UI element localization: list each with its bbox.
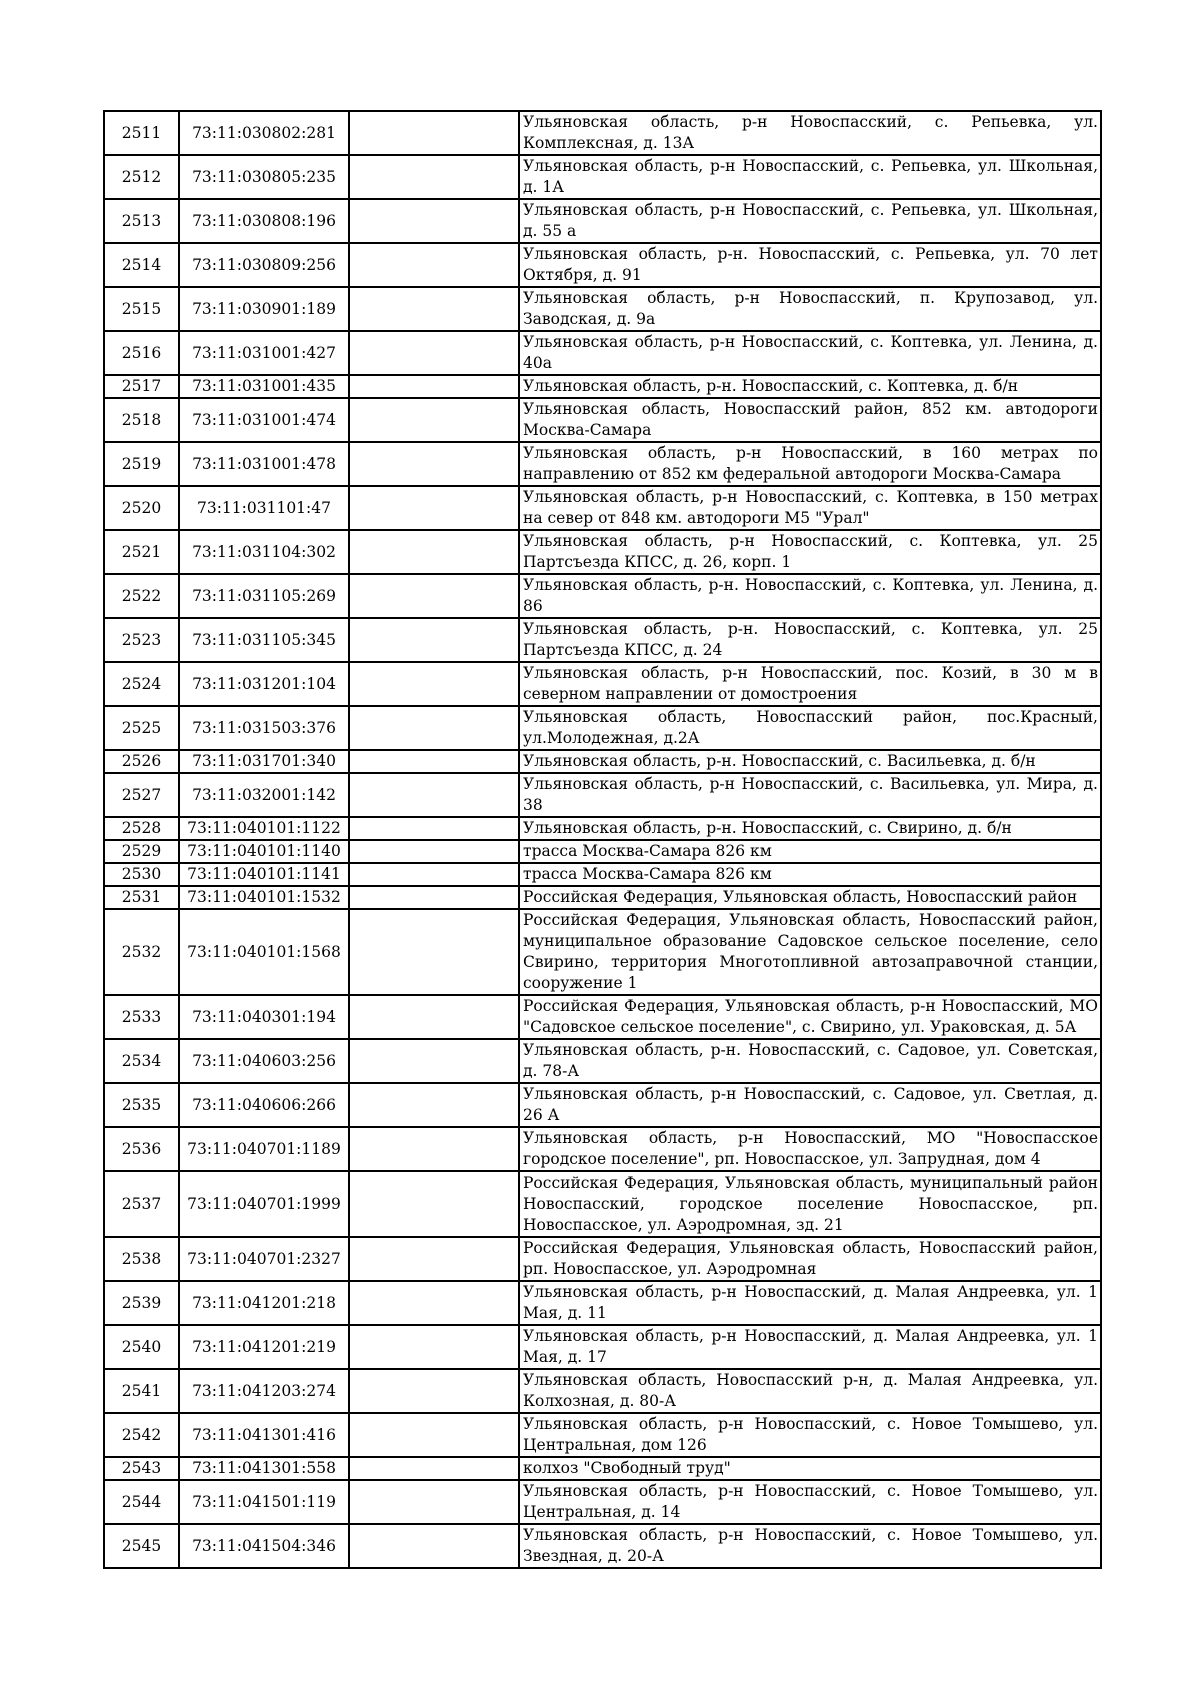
row-number-cell: 2527 <box>104 773 179 817</box>
address-cell: Ульяновская область, р-н Новоспасский, п. Крупозавод, ул. Заводская, д. 9а <box>519 287 1101 331</box>
empty-cell <box>349 886 519 909</box>
table-row <box>104 662 1101 706</box>
empty-cell <box>349 1237 519 1281</box>
empty-cell <box>349 155 519 199</box>
empty-cell <box>349 574 519 618</box>
row-number-cell: 2525 <box>104 706 179 750</box>
table-row <box>104 1524 1101 1568</box>
address-cell: Российская Федерация, Ульяновская область, Новоспасский район, муниципальное образование Садовское сельское поселение, село Свирино, территория Многотопливной автозаправочной станции, сооружение 1 <box>519 909 1101 995</box>
row-number-cell: 2514 <box>104 243 179 287</box>
cadastral-number-cell: 73:11:041301:416 <box>179 1413 349 1457</box>
cadastral-number-cell: 73:11:031001:427 <box>179 331 349 375</box>
empty-cell <box>349 1480 519 1524</box>
table-row <box>104 886 1101 909</box>
row-number-cell: 2544 <box>104 1480 179 1524</box>
empty-cell <box>349 111 519 155</box>
table-row <box>104 199 1101 243</box>
table-row <box>104 1457 1101 1480</box>
cadastral-table <box>103 110 1102 1569</box>
empty-cell <box>349 662 519 706</box>
table-row <box>104 1237 1101 1281</box>
row-number-cell: 2522 <box>104 574 179 618</box>
table-row <box>104 243 1101 287</box>
address-cell: трасса Москва-Самара 826 км <box>519 863 1101 886</box>
empty-cell <box>349 375 519 398</box>
empty-cell <box>349 773 519 817</box>
cadastral-number-cell: 73:11:041203:274 <box>179 1369 349 1413</box>
cadastral-number-cell: 73:11:040701:2327 <box>179 1237 349 1281</box>
row-number-cell: 2519 <box>104 442 179 486</box>
row-number-cell: 2521 <box>104 530 179 574</box>
address-cell: Ульяновская область, р-н Новоспасский, МО "Новоспасское городское поселение", рп. Новоспасское, ул. Запрудная, дом 4 <box>519 1127 1101 1171</box>
address-cell: Ульяновская область, р-н Новоспасский, с. Репьевка, ул. Школьная, д. 55 а <box>519 199 1101 243</box>
empty-cell <box>349 243 519 287</box>
table-row <box>104 1083 1101 1127</box>
empty-cell <box>349 1457 519 1480</box>
empty-cell <box>349 1325 519 1369</box>
cadastral-number-cell: 73:11:031105:345 <box>179 618 349 662</box>
address-cell: Российская Федерация, Ульяновская область, Новоспасский район, рп. Новоспасское, ул. Аэродромная <box>519 1237 1101 1281</box>
table-row <box>104 331 1101 375</box>
empty-cell <box>349 1524 519 1568</box>
cadastral-number-cell: 73:11:031701:340 <box>179 750 349 773</box>
empty-cell <box>349 706 519 750</box>
row-number-cell: 2540 <box>104 1325 179 1369</box>
row-number-cell: 2535 <box>104 1083 179 1127</box>
cadastral-number-cell: 73:11:040701:1189 <box>179 1127 349 1171</box>
table-row <box>104 817 1101 840</box>
table-row <box>104 773 1101 817</box>
address-cell: Ульяновская область, р-н Новоспасский, д. Малая Андреевка, ул. 1 Мая, д. 17 <box>519 1325 1101 1369</box>
cadastral-number-cell: 73:11:031201:104 <box>179 662 349 706</box>
table-row <box>104 375 1101 398</box>
cadastral-number-cell: 73:11:040701:1999 <box>179 1171 349 1237</box>
table-row <box>104 1127 1101 1171</box>
row-number-cell: 2511 <box>104 111 179 155</box>
empty-cell <box>349 331 519 375</box>
cadastral-number-cell: 73:11:030808:196 <box>179 199 349 243</box>
address-cell: Ульяновская область, р-н Новоспасский, с. Репьевка, ул. Комплексная, д. 13А <box>519 111 1101 155</box>
address-cell: Ульяновская область, Новоспасский район, 852 км. автодороги Москва-Самара <box>519 398 1101 442</box>
address-cell: Ульяновская область, р-н Новоспасский, с. Коптевка, в 150 метрах на север от 848 км. автодороги М5 "Урал" <box>519 486 1101 530</box>
table-body <box>104 111 1101 1568</box>
empty-cell <box>349 995 519 1039</box>
table-row <box>104 111 1101 155</box>
address-cell: Российская Федерация, Ульяновская область, р-н Новоспасский, МО "Садовское сельское поселение", с. Свирино, ул. Ураковская, д. 5А <box>519 995 1101 1039</box>
row-number-cell: 2523 <box>104 618 179 662</box>
address-cell: Ульяновская область, р-н. Новоспасский, с. Васильевка, д. б/н <box>519 750 1101 773</box>
row-number-cell: 2518 <box>104 398 179 442</box>
table-row <box>104 1171 1101 1237</box>
cadastral-number-cell: 73:11:040603:256 <box>179 1039 349 1083</box>
empty-cell <box>349 1369 519 1413</box>
row-number-cell: 2542 <box>104 1413 179 1457</box>
table-row <box>104 1413 1101 1457</box>
table-row <box>104 155 1101 199</box>
row-number-cell: 2534 <box>104 1039 179 1083</box>
address-cell: Ульяновская область, р-н. Новоспасский, с. Свирино, д. б/н <box>519 817 1101 840</box>
address-cell: Ульяновская область, р-н. Новоспасский, с. Садовое, ул. Советская, д. 78-А <box>519 1039 1101 1083</box>
address-cell: Ульяновская область, р-н Новоспасский, с. Новое Томышево, ул. Центральная, д. 14 <box>519 1480 1101 1524</box>
address-cell: Российская Федерация, Ульяновская область, муниципальный район Новоспасский, городское поселение Новоспасское, рп. Новоспасское, ул. Аэродромная, зд. 21 <box>519 1171 1101 1237</box>
row-number-cell: 2526 <box>104 750 179 773</box>
address-cell: Ульяновская область, р-н Новоспасский, в 160 метрах по направлению от 852 км федеральной автодороги Москва-Самара <box>519 442 1101 486</box>
empty-cell <box>349 618 519 662</box>
cadastral-number-cell: 73:11:031001:435 <box>179 375 349 398</box>
empty-cell <box>349 442 519 486</box>
table-row <box>104 287 1101 331</box>
empty-cell <box>349 909 519 995</box>
cadastral-number-cell: 73:11:040101:1568 <box>179 909 349 995</box>
address-cell: Ульяновская область, р-н Новоспасский, с. Репьевка, ул. Школьная, д. 1А <box>519 155 1101 199</box>
empty-cell <box>349 199 519 243</box>
row-number-cell: 2524 <box>104 662 179 706</box>
cadastral-number-cell: 73:11:041504:346 <box>179 1524 349 1568</box>
cadastral-number-cell: 73:11:031101:47 <box>179 486 349 530</box>
row-number-cell: 2539 <box>104 1281 179 1325</box>
row-number-cell: 2537 <box>104 1171 179 1237</box>
cadastral-number-cell: 73:11:040101:1122 <box>179 817 349 840</box>
row-number-cell: 2533 <box>104 995 179 1039</box>
table-row <box>104 995 1101 1039</box>
empty-cell <box>349 750 519 773</box>
table-row <box>104 840 1101 863</box>
empty-cell <box>349 1127 519 1171</box>
cadastral-number-cell: 73:11:040606:266 <box>179 1083 349 1127</box>
cadastral-number-cell: 73:11:041201:219 <box>179 1325 349 1369</box>
cadastral-number-cell: 73:11:031503:376 <box>179 706 349 750</box>
cadastral-number-cell: 73:11:030901:189 <box>179 287 349 331</box>
row-number-cell: 2528 <box>104 817 179 840</box>
row-number-cell: 2520 <box>104 486 179 530</box>
cadastral-number-cell: 73:11:030805:235 <box>179 155 349 199</box>
row-number-cell: 2513 <box>104 199 179 243</box>
row-number-cell: 2532 <box>104 909 179 995</box>
empty-cell <box>349 1171 519 1237</box>
empty-cell <box>349 1413 519 1457</box>
empty-cell <box>349 1281 519 1325</box>
table-row <box>104 1480 1101 1524</box>
empty-cell <box>349 1083 519 1127</box>
address-cell: Ульяновская область, р-н Новоспасский, с. Васильевка, ул. Мира, д. 38 <box>519 773 1101 817</box>
empty-cell <box>349 840 519 863</box>
row-number-cell: 2543 <box>104 1457 179 1480</box>
address-cell: Ульяновская область, р-н Новоспасский, с. Новое Томышево, ул. Звездная, д. 20-А <box>519 1524 1101 1568</box>
table-row <box>104 530 1101 574</box>
address-cell: колхоз "Свободный труд" <box>519 1457 1101 1480</box>
cadastral-number-cell: 73:11:030802:281 <box>179 111 349 155</box>
table-row <box>104 863 1101 886</box>
cadastral-number-cell: 73:11:032001:142 <box>179 773 349 817</box>
empty-cell <box>349 863 519 886</box>
cadastral-number-cell: 73:11:030809:256 <box>179 243 349 287</box>
cadastral-number-cell: 73:11:040101:1140 <box>179 840 349 863</box>
address-cell: трасса Москва-Самара 826 км <box>519 840 1101 863</box>
empty-cell <box>349 530 519 574</box>
address-cell: Ульяновская область, р-н. Новоспасский, с. Коптевка, ул. Ленина, д. 86 <box>519 574 1101 618</box>
address-cell: Ульяновская область, Новоспасский район, пос.Красный, ул.Молодежная, д.2А <box>519 706 1101 750</box>
table-row <box>104 1325 1101 1369</box>
table-row <box>104 618 1101 662</box>
table-row <box>104 1281 1101 1325</box>
table-row <box>104 706 1101 750</box>
row-number-cell: 2516 <box>104 331 179 375</box>
table-row <box>104 750 1101 773</box>
address-cell: Российская Федерация, Ульяновская область, Новоспасский район <box>519 886 1101 909</box>
address-cell: Ульяновская область, р-н Новоспасский, с. Коптевка, ул. 25 Партсъезда КПСС, д. 26, корп. 1 <box>519 530 1101 574</box>
row-number-cell: 2541 <box>104 1369 179 1413</box>
empty-cell <box>349 398 519 442</box>
cadastral-number-cell: 73:11:041301:558 <box>179 1457 349 1480</box>
row-number-cell: 2536 <box>104 1127 179 1171</box>
table-row <box>104 398 1101 442</box>
row-number-cell: 2529 <box>104 840 179 863</box>
cadastral-number-cell: 73:11:040101:1141 <box>179 863 349 886</box>
table-row <box>104 442 1101 486</box>
address-cell: Ульяновская область, р-н Новоспасский, с. Новое Томышево, ул. Центральная, дом 126 <box>519 1413 1101 1457</box>
cadastral-number-cell: 73:11:040301:194 <box>179 995 349 1039</box>
cadastral-number-cell: 73:11:041201:218 <box>179 1281 349 1325</box>
address-cell: Ульяновская область, р-н. Новоспасский, с. Репьевка, ул. 70 лет Октября, д. 91 <box>519 243 1101 287</box>
row-number-cell: 2515 <box>104 287 179 331</box>
cadastral-number-cell: 73:11:031001:474 <box>179 398 349 442</box>
address-cell: Ульяновская область, р-н Новоспасский, с. Коптевка, ул. Ленина, д. 40а <box>519 331 1101 375</box>
row-number-cell: 2545 <box>104 1524 179 1568</box>
cadastral-number-cell: 73:11:031104:302 <box>179 530 349 574</box>
address-cell: Ульяновская область, р-н. Новоспасский, с. Коптевка, ул. 25 Партсъезда КПСС, д. 24 <box>519 618 1101 662</box>
empty-cell <box>349 486 519 530</box>
address-cell: Ульяновская область, Новоспасский р-н, д. Малая Андреевка, ул. Колхозная, д. 80-А <box>519 1369 1101 1413</box>
table-row <box>104 574 1101 618</box>
empty-cell <box>349 287 519 331</box>
address-cell: Ульяновская область, р-н. Новоспасский, с. Коптевка, д. б/н <box>519 375 1101 398</box>
cadastral-number-cell: 73:11:040101:1532 <box>179 886 349 909</box>
empty-cell <box>349 1039 519 1083</box>
address-cell: Ульяновская область, р-н Новоспасский, д. Малая Андреевка, ул. 1 Мая, д. 11 <box>519 1281 1101 1325</box>
row-number-cell: 2538 <box>104 1237 179 1281</box>
row-number-cell: 2530 <box>104 863 179 886</box>
cadastral-number-cell: 73:11:031001:478 <box>179 442 349 486</box>
address-cell: Ульяновская область, р-н Новоспасский, пос. Козий, в 30 м в северном направлении от домостроения <box>519 662 1101 706</box>
address-cell: Ульяновская область, р-н Новоспасский, с. Садовое, ул. Светлая, д. 26 А <box>519 1083 1101 1127</box>
row-number-cell: 2517 <box>104 375 179 398</box>
row-number-cell: 2531 <box>104 886 179 909</box>
cadastral-number-cell: 73:11:041501:119 <box>179 1480 349 1524</box>
table-row <box>104 1369 1101 1413</box>
table-row <box>104 909 1101 995</box>
cadastral-number-cell: 73:11:031105:269 <box>179 574 349 618</box>
row-number-cell: 2512 <box>104 155 179 199</box>
empty-cell <box>349 817 519 840</box>
table-row <box>104 486 1101 530</box>
table-row <box>104 1039 1101 1083</box>
